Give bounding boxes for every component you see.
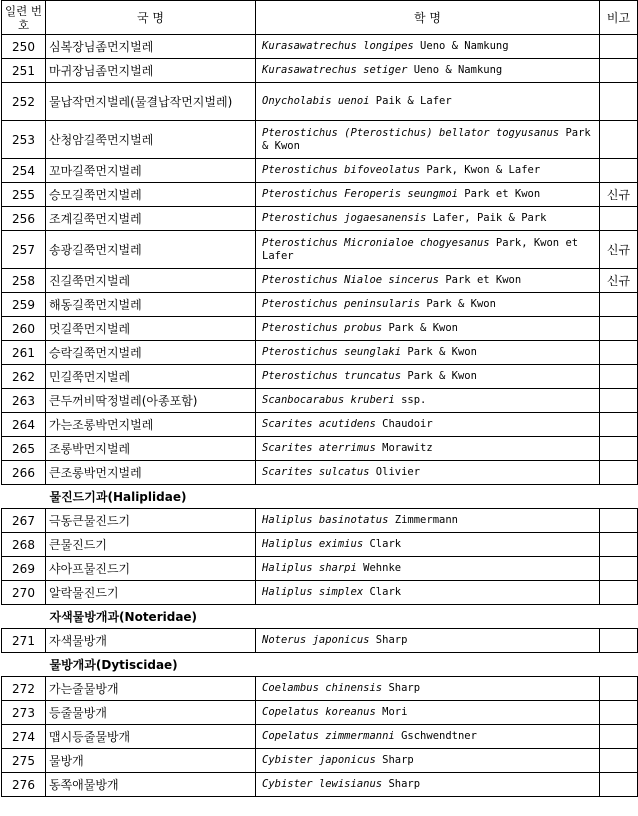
genus-species: Pterostichus (Pterostichus) bellator togyusanus: [262, 126, 560, 139]
table-row: [2, 341, 638, 365]
table-row: [2, 629, 638, 653]
remarks: [600, 533, 638, 557]
author: Park & Kwon: [262, 126, 591, 152]
remarks: [600, 317, 638, 341]
serial-number: 256: [2, 207, 46, 231]
korean-name: 큰물진드기: [46, 533, 256, 557]
korean-name: 심복장님좀먼지벌레: [46, 35, 256, 59]
scientific-name: [256, 83, 600, 121]
korean-name: 알락물진드기: [46, 581, 256, 605]
remarks: [600, 207, 638, 231]
serial-number: 258: [2, 269, 46, 293]
family-header-row: [2, 653, 638, 677]
table-row: [2, 365, 638, 389]
table-row: [2, 121, 638, 159]
serial-number: 273: [2, 701, 46, 725]
table-row: [2, 231, 638, 269]
author: Morawitz: [382, 442, 433, 454]
korean-name: 마귀장님좀먼지벌레: [46, 59, 256, 83]
table-row: [2, 581, 638, 605]
author: Park & Kwon: [407, 370, 477, 382]
serial-number: 272: [2, 677, 46, 701]
scientific-name: [256, 35, 600, 59]
serial-number: 263: [2, 389, 46, 413]
scientific-name: [256, 677, 600, 701]
korean-name: 물납작먼지벌레(물결납작먼지벌레): [46, 83, 256, 121]
genus-species: Pterostichus Feroperis seungmoi: [262, 188, 458, 200]
scientific-name: [256, 533, 600, 557]
table-row: [2, 725, 638, 749]
author: Lafer, Paik & Park: [432, 212, 547, 224]
table-row: [2, 701, 638, 725]
author: ssp.: [401, 394, 427, 406]
scientific-name: [256, 207, 600, 231]
genus-species: Haliplus eximius: [262, 538, 364, 550]
family-label: 자색물방개과(Noteridae): [49, 609, 198, 624]
scientific-name: [256, 121, 600, 159]
author: Paik & Lafer: [375, 95, 452, 107]
serial-number: 253: [2, 121, 46, 159]
serial-number: 267: [2, 509, 46, 533]
author: Mori: [382, 706, 408, 718]
remarks: [600, 437, 638, 461]
author: Chaudoir: [382, 418, 433, 430]
table-row: [2, 207, 638, 231]
table-row: [2, 183, 638, 207]
serial-number: 252: [2, 83, 46, 121]
scientific-name: [256, 389, 600, 413]
table-row: [2, 389, 638, 413]
family-spacer: [2, 605, 46, 629]
genus-species: Pterostichus jogaesanensis: [262, 212, 427, 224]
serial-number: 251: [2, 59, 46, 83]
remarks: [600, 121, 638, 159]
author: Wehnke: [363, 562, 402, 574]
genus-species: Copelatus zimmermanni: [262, 730, 395, 742]
scientific-name: [256, 59, 600, 83]
scientific-name: [256, 159, 600, 183]
korean-name: 멋길쭉먼지벌레: [46, 317, 256, 341]
genus-species: Coelambus chinensis: [262, 682, 383, 694]
scientific-name: [256, 557, 600, 581]
serial-number: 264: [2, 413, 46, 437]
genus-species: Copelatus koreanus: [262, 706, 376, 718]
korean-name: 가는조롱박먼지벌레: [46, 413, 256, 437]
table-row: [2, 159, 638, 183]
header-serial-number: 일련 번호: [2, 1, 46, 35]
korean-name: 승모길쭉먼지벌레: [46, 183, 256, 207]
korean-name: 조계길쭉먼지벌레: [46, 207, 256, 231]
serial-number: 259: [2, 293, 46, 317]
remarks: 신규: [600, 269, 638, 293]
korean-name: 동쪽애물방개: [46, 773, 256, 797]
author: Park & Kwon: [426, 298, 496, 310]
serial-number: 275: [2, 749, 46, 773]
genus-species: Pterostichus Nialoe sincerus: [262, 274, 440, 286]
author: Sharp: [382, 754, 414, 766]
korean-name: 진길쭉먼지벌레: [46, 269, 256, 293]
korean-name: 조롱박먼지벌레: [46, 437, 256, 461]
korean-name: 가는줄물방개: [46, 677, 256, 701]
korean-name: 승락길쭉먼지벌레: [46, 341, 256, 365]
remarks: [600, 341, 638, 365]
remarks: 신규: [600, 183, 638, 207]
table-row: [2, 461, 638, 485]
header-scientific-name: 학 명: [256, 1, 600, 35]
author: Park & Kwon: [388, 322, 458, 334]
serial-number: 265: [2, 437, 46, 461]
scientific-name: [256, 629, 600, 653]
table-row: [2, 509, 638, 533]
scientific-name: [256, 725, 600, 749]
genus-species: Pterostichus seunglaki: [262, 346, 402, 358]
remarks: [600, 159, 638, 183]
table-row: [2, 677, 638, 701]
serial-number: 254: [2, 159, 46, 183]
author: Sharp: [375, 634, 408, 646]
author: Zimmermann: [394, 514, 458, 526]
serial-number: 268: [2, 533, 46, 557]
remarks: [600, 701, 638, 725]
genus-species: Haliplus sharpi: [262, 562, 357, 574]
serial-number: 255: [2, 183, 46, 207]
remarks: [600, 461, 638, 485]
table-row: [2, 749, 638, 773]
korean-name: 꼬마길쭉먼지벌레: [46, 159, 256, 183]
serial-number: 257: [2, 231, 46, 269]
genus-species: Noterus japonicus: [262, 634, 370, 646]
table-header-row: [2, 1, 638, 35]
table-row: [2, 773, 638, 797]
genus-species: Scanbocarabus kruberi: [262, 394, 395, 406]
genus-species: Scarites sulcatus: [262, 466, 370, 478]
table-row: [2, 269, 638, 293]
serial-number: 266: [2, 461, 46, 485]
table-row: [2, 293, 638, 317]
serial-number: 276: [2, 773, 46, 797]
family-label: 물방개과(Dytiscidae): [49, 657, 178, 672]
remarks: [600, 773, 638, 797]
remarks: [600, 629, 638, 653]
remarks: [600, 581, 638, 605]
scientific-name: [256, 581, 600, 605]
serial-number: 260: [2, 317, 46, 341]
genus-species: Pterostichus bifoveolatus: [262, 164, 421, 176]
remarks: [600, 677, 638, 701]
scientific-name: [256, 701, 600, 725]
korean-name: 물방개: [46, 749, 256, 773]
remarks: [600, 365, 638, 389]
scientific-name: [256, 183, 600, 207]
family-label: 물진드기과(Haliplidae): [49, 489, 187, 504]
scientific-name: [256, 317, 600, 341]
author: Park, Kwon & Lafer: [426, 164, 541, 176]
remarks: [600, 59, 638, 83]
author: Clark: [369, 586, 402, 598]
remarks: [600, 557, 638, 581]
author: Clark: [369, 538, 402, 550]
table-row: [2, 533, 638, 557]
korean-name: 큰조롱박먼지벌레: [46, 461, 256, 485]
author: Sharp: [388, 682, 421, 694]
serial-number: 271: [2, 629, 46, 653]
korean-name: 맵시등줄물방개: [46, 725, 256, 749]
table-row: [2, 413, 638, 437]
remarks: 신규: [600, 231, 638, 269]
family-spacer: [2, 653, 46, 677]
remarks: [600, 509, 638, 533]
remarks: [600, 83, 638, 121]
scientific-name: [256, 231, 600, 269]
remarks: [600, 293, 638, 317]
scientific-name: [256, 269, 600, 293]
korean-name: 자색물방개: [46, 629, 256, 653]
genus-species: Scarites aterrimus: [262, 442, 376, 454]
author: Ueno & Namkung: [413, 64, 503, 76]
scientific-name: [256, 437, 600, 461]
family-header-row: [2, 605, 638, 629]
scientific-name: [256, 365, 600, 389]
korean-name: 극동큰물진드기: [46, 509, 256, 533]
serial-number: 250: [2, 35, 46, 59]
header-korean-name: 국 명: [46, 1, 256, 35]
serial-number: 270: [2, 581, 46, 605]
remarks: [600, 725, 638, 749]
genus-species: Onycholabis uenoi: [262, 95, 370, 107]
genus-species: Pterostichus Micronialoe chogyesanus: [262, 236, 490, 249]
scientific-name: [256, 461, 600, 485]
author: Park et Kwon: [464, 188, 541, 200]
genus-species: Kurasawatrechus longipes: [262, 40, 414, 52]
author: Gschwendtner: [401, 730, 477, 742]
author: Park, Kwon et Lafer: [262, 236, 579, 262]
table-row: [2, 59, 638, 83]
scientific-name: [256, 773, 600, 797]
genus-species: Pterostichus probus: [262, 322, 383, 334]
genus-species: Cybister lewisianus: [262, 778, 383, 790]
serial-number: 269: [2, 557, 46, 581]
header-remarks: 비고: [600, 1, 638, 35]
serial-number: 261: [2, 341, 46, 365]
korean-name: 샤아프물진드기: [46, 557, 256, 581]
table-row: [2, 317, 638, 341]
serial-number: 274: [2, 725, 46, 749]
author: Sharp: [388, 778, 421, 790]
genus-species: Scarites acutidens: [262, 418, 376, 430]
genus-species: Pterostichus peninsularis: [262, 298, 421, 310]
table-row: [2, 437, 638, 461]
korean-name: 산청암길쭉먼지벌레: [46, 121, 256, 159]
table-row: [2, 35, 638, 59]
author: Park et Kwon: [445, 274, 522, 286]
table-row: [2, 83, 638, 121]
remarks: [600, 389, 638, 413]
scientific-name: [256, 749, 600, 773]
remarks: [600, 749, 638, 773]
scientific-name: [256, 413, 600, 437]
korean-name: 큰두꺼비딱정벌레(아종포함): [46, 389, 256, 413]
author: Park & Kwon: [407, 346, 477, 358]
scientific-name: [256, 509, 600, 533]
scientific-name: [256, 341, 600, 365]
genus-species: Kurasawatrechus setiger: [262, 64, 408, 76]
genus-species: Haliplus basinotatus: [262, 514, 389, 526]
author: Ueno & Namkung: [420, 40, 509, 52]
author: Olivier: [375, 466, 421, 478]
table-row: [2, 557, 638, 581]
genus-species: Haliplus simplex: [262, 586, 364, 598]
family-spacer: [2, 485, 46, 509]
remarks: [600, 35, 638, 59]
genus-species: Cybister japonicus: [262, 754, 376, 766]
scientific-name: [256, 293, 600, 317]
korean-name: 민길쭉먼지벌레: [46, 365, 256, 389]
genus-species: Pterostichus truncatus: [262, 370, 402, 382]
korean-name: 등줄물방개: [46, 701, 256, 725]
serial-number: 262: [2, 365, 46, 389]
korean-name: 송광길쭉먼지벌레: [46, 231, 256, 269]
family-header-row: [2, 485, 638, 509]
korean-name: 해동길쭉먼지벌레: [46, 293, 256, 317]
species-table: [1, 0, 638, 797]
remarks: [600, 413, 638, 437]
